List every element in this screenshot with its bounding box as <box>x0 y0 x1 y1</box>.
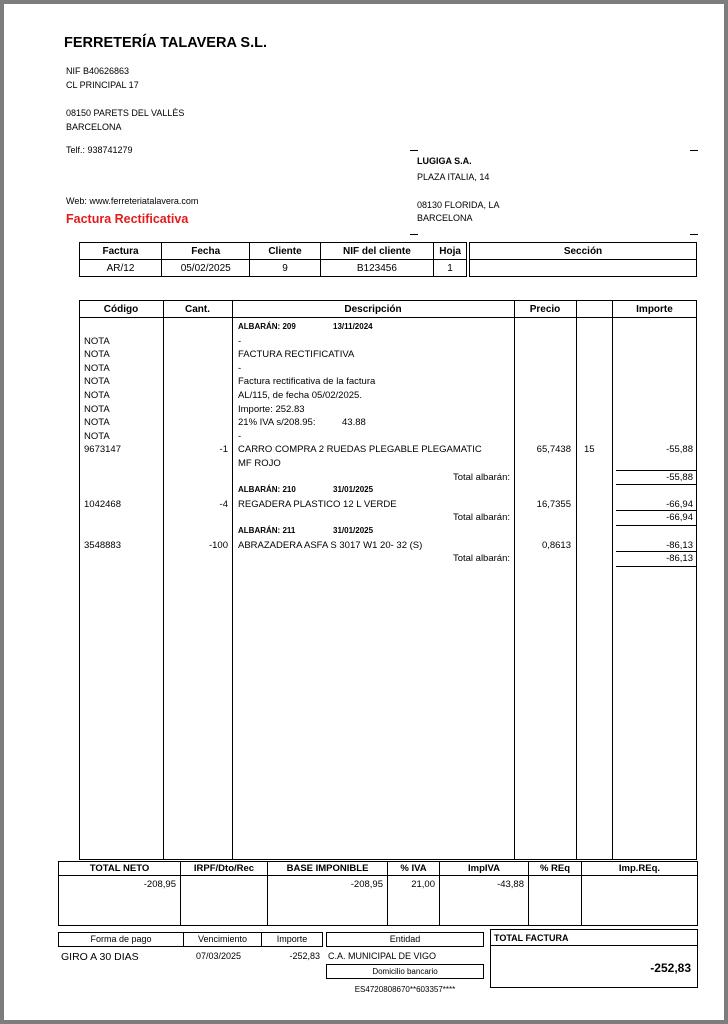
subtotal-rule <box>616 551 697 552</box>
header-value-fecha: 05/02/2025 <box>162 260 250 277</box>
header-value-seccion <box>470 260 697 277</box>
line-amount: -66,94 <box>666 498 693 510</box>
totals-value-irpf <box>181 876 268 926</box>
albaran-total-label: Total albarán: <box>452 553 510 565</box>
totals-value-imp-req <box>582 876 698 926</box>
company-name: FERRETERÍA TALAVERA S.L. <box>64 35 267 51</box>
albaran-date: 31/01/2025 <box>333 526 374 535</box>
invoice-page <box>4 4 724 1020</box>
line-description: Factura rectificativa de la factura <box>238 376 376 388</box>
entity-label: Entidad <box>389 934 421 944</box>
line-description: - <box>238 335 242 347</box>
line-code: NOTA <box>84 390 110 401</box>
client-corner-mark <box>410 150 418 151</box>
payment-form-label: Forma de pago <box>90 934 152 944</box>
col-header-descripcion: Descripción <box>344 304 402 315</box>
header-label-nif: NIF del cliente <box>320 243 434 260</box>
albaran-total-label: Total albarán: <box>452 512 510 524</box>
payment-form-value: GIRO A 30 DIAS <box>61 951 139 963</box>
company-web: Web: www.ferreteriatalavera.com <box>66 196 199 206</box>
column-divider <box>576 300 577 860</box>
company-province: BARCELONA <box>66 122 122 132</box>
albaran-number: ALBARÁN: 209 <box>238 322 296 331</box>
line-description: ABRAZADERA ASFA S 3017 W1 20- 32 (S) <box>238 539 423 551</box>
column-divider <box>514 300 515 860</box>
albaran-number: ALBARÁN: 210 <box>238 485 296 495</box>
line-description: REGADERA PLASTICO 12 L VERDE <box>238 498 397 510</box>
totals-label-piva: % IVA <box>388 862 440 876</box>
line-amount: -86,13 <box>666 539 693 551</box>
line-price: 65,7438 <box>536 444 571 456</box>
client-city: 08130 FLORIDA, LA <box>417 200 500 210</box>
subtotal-rule <box>616 470 697 471</box>
totals-value-neto: -208,95 <box>59 876 181 926</box>
client-corner-mark <box>410 234 418 235</box>
company-address: CL PRINCIPAL 17 <box>66 80 139 90</box>
albaran-total-label: Total albarán: <box>452 471 510 483</box>
line-description: 21% IVA s/208.95: <box>238 417 316 429</box>
subtotal-rule <box>616 484 697 485</box>
header-value-nif: B123456 <box>320 260 434 277</box>
subtotal-rule <box>616 525 697 526</box>
column-divider <box>612 300 613 860</box>
client-province: BARCELONA <box>417 213 473 223</box>
totals-label-base: BASE IMPONIBLE <box>268 862 388 876</box>
line-price: 0,8613 <box>541 539 571 551</box>
due-date-value: 07/03/2025 <box>196 951 242 961</box>
line-code: NOTA <box>84 335 110 347</box>
totals-label-preq: % REq <box>529 862 582 876</box>
col-header-codigo: Código <box>103 304 139 315</box>
header-label-fecha: Fecha <box>162 243 250 260</box>
totals-value-base: -208,95 <box>268 876 388 926</box>
header-label-cliente: Cliente <box>250 243 320 260</box>
totals-value-piva: 21,00 <box>388 876 440 926</box>
totals-label-irpf: IRPF/Dto/Rec <box>181 862 268 876</box>
company-city: 08150 PARETS DEL VALLÈS <box>66 108 185 118</box>
col-header-cant: Cant. <box>185 304 210 315</box>
line-quantity: -100 <box>208 539 228 551</box>
company-phone: Telf.: 938741279 <box>66 145 133 155</box>
totals-table <box>58 861 698 926</box>
line-price: 16,7355 <box>536 498 571 510</box>
amount-value: -252,83 <box>289 951 320 961</box>
client-corner-mark <box>690 150 698 151</box>
subtotal-rule <box>616 510 697 511</box>
line-description: Importe: 252.83 <box>238 403 305 415</box>
section-table <box>469 242 697 277</box>
header-value-cliente: 9 <box>250 260 320 277</box>
client-corner-mark <box>690 234 698 235</box>
document-title: Factura Rectificativa <box>66 212 189 226</box>
column-divider <box>232 300 233 860</box>
col-header-importe: Importe <box>636 304 673 315</box>
albaran-total-amount: -66,94 <box>666 512 693 524</box>
subtotal-rule <box>616 566 697 567</box>
due-date-label: Vencimiento <box>197 934 248 944</box>
line-description: - <box>238 430 242 442</box>
header-label-hoja: Hoja <box>434 243 467 260</box>
bank-address-label: Domicilio bancario <box>372 967 438 976</box>
totals-value-preq <box>529 876 582 926</box>
entity-value: C.A. MUNICIPAL DE VIGO <box>328 951 437 961</box>
client-street: PLAZA ITALIA, 14 <box>417 172 490 182</box>
total-invoice-label: TOTAL FACTURA <box>494 933 569 943</box>
line-description: CARRO COMPRA 2 RUEDAS PLEGABLE PLEGAMATIC <box>238 444 482 456</box>
line-description: - <box>238 362 242 374</box>
column-divider <box>163 300 164 860</box>
line-quantity: -4 <box>219 498 228 510</box>
albaran-total-amount: -55,88 <box>666 471 693 483</box>
amount-label: Importe <box>276 934 308 944</box>
header-value-hoja: 1 <box>434 260 467 277</box>
totals-label-imp-iva: ImpIVA <box>440 862 529 876</box>
line-code: NOTA <box>84 376 110 388</box>
line-code: NOTA <box>84 349 110 361</box>
line-discount: 15 <box>584 444 595 456</box>
header-label-factura: Factura <box>80 243 162 260</box>
total-invoice-divider <box>490 945 698 946</box>
total-invoice-value: -252,83 <box>650 961 691 975</box>
totals-label-imp-req: Imp.REq. <box>582 862 698 876</box>
albaran-date: 31/01/2025 <box>333 485 374 495</box>
totals-value-imp-iva: -43,88 <box>440 876 529 926</box>
albaran-total-amount: -86,13 <box>666 553 693 565</box>
line-code: 1042468 <box>84 498 121 510</box>
invoice-header-table <box>79 242 467 277</box>
line-code: 9673147 <box>84 444 121 456</box>
header-value-factura: AR/12 <box>80 260 162 277</box>
lines-table-frame <box>79 300 697 860</box>
iban-value: ES4720808670**603357**** <box>354 985 456 994</box>
line-description-extra: 43.88 <box>342 417 366 429</box>
line-quantity: -1 <box>219 444 228 456</box>
company-nif: NIF B40626863 <box>66 66 130 76</box>
line-description: FACTURA RECTIFICATIVA <box>238 349 355 361</box>
albaran-number: ALBARÁN: 211 <box>238 526 296 535</box>
line-code: 3548883 <box>84 539 121 551</box>
line-code: NOTA <box>84 362 110 374</box>
line-code: NOTA <box>84 430 110 442</box>
line-description: MF ROJO <box>238 458 281 469</box>
client-name: LUGIGA S.A. <box>417 156 472 166</box>
line-description: AL/115, de fecha 05/02/2025. <box>238 390 362 401</box>
lines-header-divider <box>79 317 697 318</box>
line-code: NOTA <box>84 403 110 415</box>
header-label-seccion: Sección <box>470 243 697 260</box>
line-amount: -55,88 <box>666 444 693 456</box>
albaran-date: 13/11/2024 <box>333 322 373 331</box>
line-code: NOTA <box>84 417 110 429</box>
totals-label-neto: TOTAL NETO <box>59 862 181 876</box>
col-header-precio: Precio <box>529 304 561 315</box>
